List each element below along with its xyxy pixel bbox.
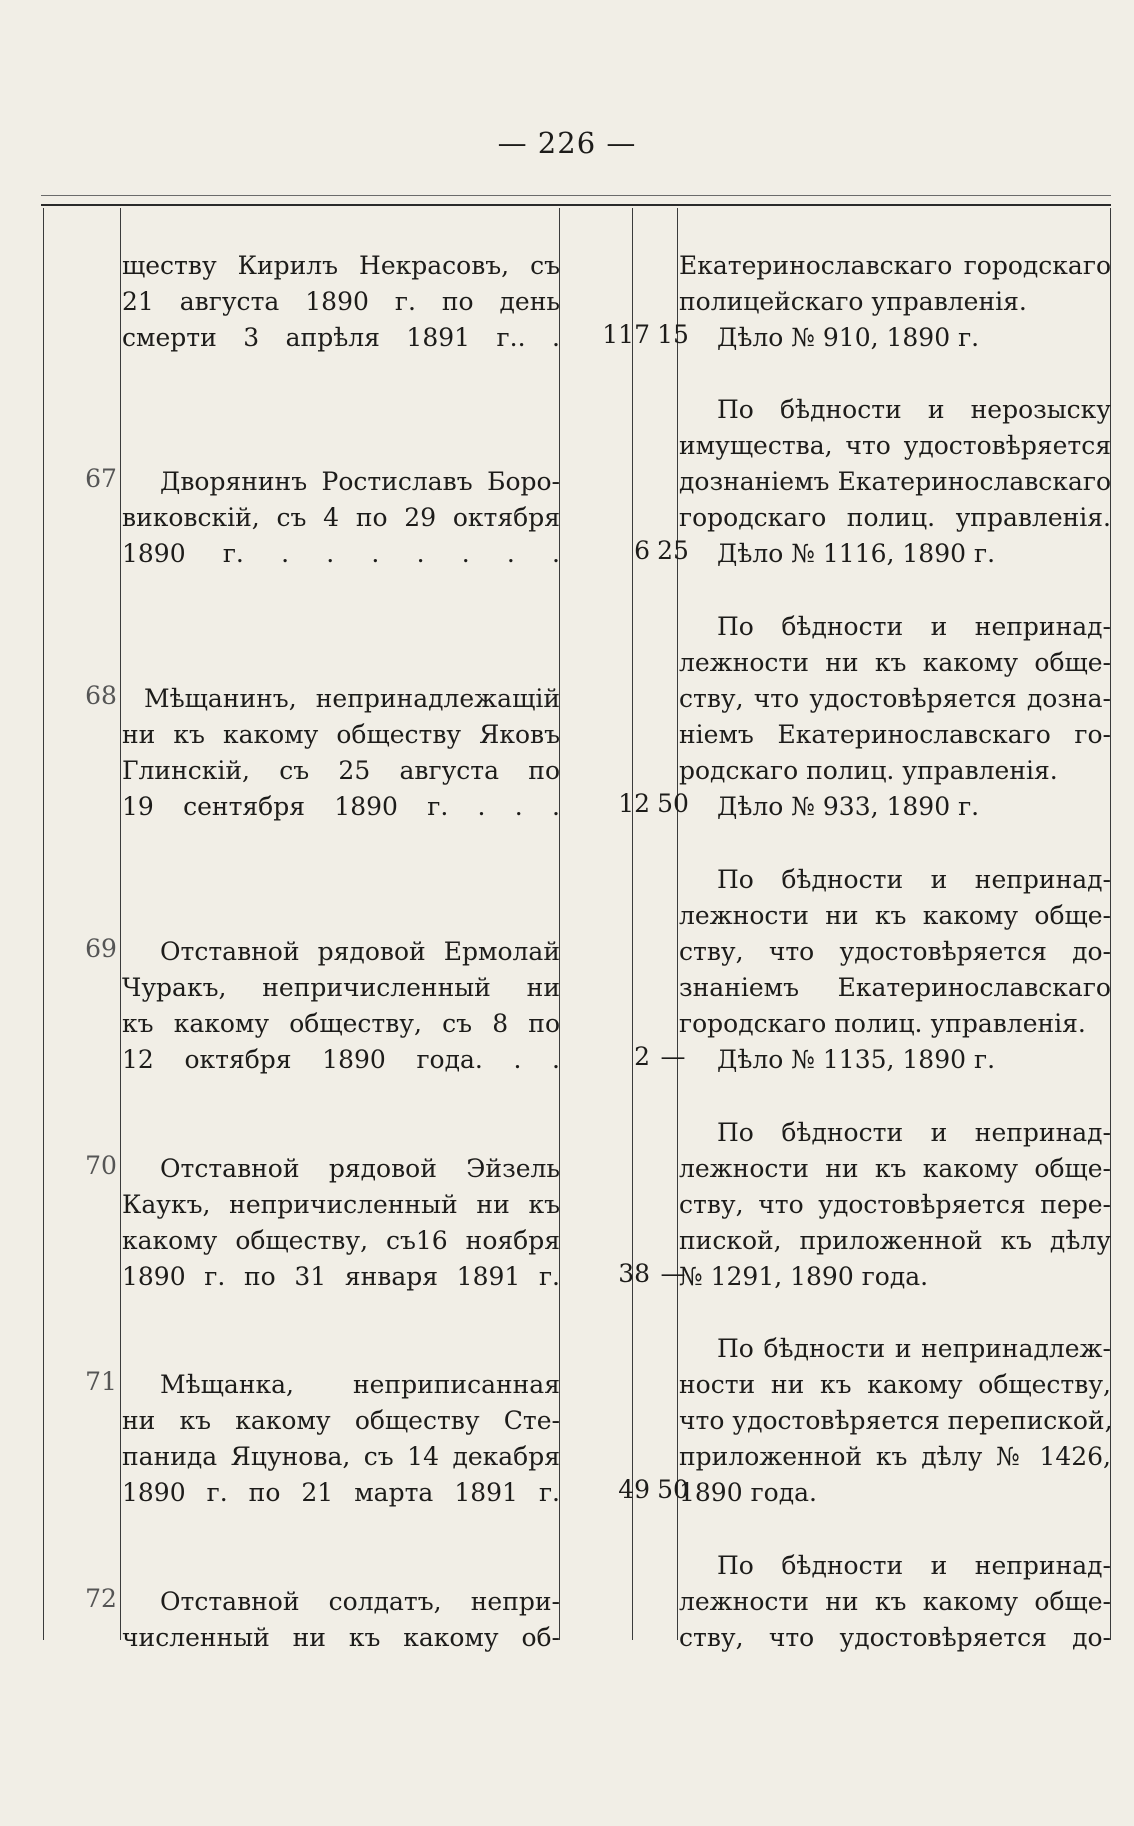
row-reason	[679, 1115, 1111, 1295]
reason-line: ству, что удостовѣряется до-	[679, 937, 1111, 966]
reason-line: Дѣло № 933, 1890 г.	[717, 792, 980, 821]
reason-line: городскаго полиц. управленія.	[679, 1009, 1086, 1038]
header-rule	[41, 195, 1111, 196]
reason-line: 1890 года.	[679, 1478, 817, 1507]
reason-line: имущества, что удостовѣряется	[679, 431, 1111, 460]
amount-rubles: 38	[618, 1259, 650, 1288]
reason-line: лежности ни къ какому обще-	[679, 901, 1111, 930]
row-description	[122, 248, 560, 356]
reason-line: ніемъ Екатеринославскаго го-	[679, 720, 1111, 749]
amount-rubles: 12	[618, 789, 650, 818]
desc-line: Отставной рядовой Эйзель	[160, 1154, 560, 1183]
row-number: 72	[85, 1584, 117, 1613]
reason-line: По бѣдности и непринад-	[717, 612, 1111, 641]
reason-line: По бѣдности и непринад-	[717, 1551, 1111, 1580]
reason-line: лежности ни къ какому обще-	[679, 1587, 1111, 1616]
desc-line: ни къ какому обществу Яковъ	[122, 720, 560, 749]
desc-line: какому обществу, съ16 ноября	[122, 1226, 560, 1255]
desc-line: виковскій, съ 4 по 29 октября	[122, 503, 560, 532]
reason-line: Екатеринославскаго городскаго	[679, 251, 1111, 280]
desc-line: 12 октября 1890 года. . .	[122, 1045, 560, 1074]
desc-line: ни къ какому обществу Сте-	[122, 1406, 560, 1435]
desc-line: Отставной рядовой Ермолай	[160, 937, 560, 966]
desc-line: Чуракъ, непричисленный ни	[122, 973, 560, 1002]
row-description	[122, 681, 560, 825]
row-description	[122, 1151, 560, 1295]
amount-rubles: 117	[602, 320, 650, 349]
desc-line: 1890 г. по 31 января 1891 г.	[122, 1262, 560, 1291]
page-number: — 226 —	[497, 126, 637, 160]
row-number: 71	[85, 1367, 117, 1396]
amount-kopecks: —	[660, 1259, 686, 1288]
reason-line: ству, что удостовѣряется дозна-	[679, 684, 1111, 713]
amount-kopecks: 50	[657, 789, 689, 818]
reason-line: городскаго полиц. управленія.	[679, 503, 1111, 532]
reason-line: Дѣло № 1116, 1890 г.	[717, 539, 996, 568]
reason-line: По бѣдности и непринад-	[717, 1118, 1111, 1147]
desc-line: къ какому обществу, съ 8 по	[122, 1009, 560, 1038]
reason-line: лежности ни къ какому обще-	[679, 1154, 1111, 1183]
reason-line: дознаніемъ Екатеринославскаго	[679, 467, 1111, 496]
desc-line: ществу Кирилъ Некрасовъ, съ	[122, 251, 560, 280]
desc-line: Глинскій, съ 25 августа по	[122, 756, 560, 785]
reason-line: Дѣло № 910, 1890 г.	[717, 323, 980, 352]
desc-line: смерти 3 апрѣля 1891 г.. .	[122, 323, 560, 352]
row-description	[122, 934, 560, 1078]
reason-line: приложенной къ дѣлу № 1426,	[679, 1442, 1111, 1471]
reason-line: что удостовѣряется перепиской,	[679, 1406, 1113, 1435]
reason-line: лежности ни къ какому обще-	[679, 648, 1111, 677]
amount-kopecks: 50	[657, 1475, 689, 1504]
desc-line: численный ни къ какому об-	[122, 1623, 560, 1652]
desc-line: 21 августа 1890 г. по день	[122, 287, 560, 316]
desc-line: панида Яцунова, съ 14 декабря	[122, 1442, 560, 1471]
amount-rubles: 6	[634, 536, 650, 565]
reason-line: ности ни къ какому обществу,	[679, 1370, 1111, 1399]
row-reason	[679, 1331, 1111, 1511]
reason-line: пиской, приложенной къ дѣлу	[679, 1226, 1111, 1255]
reason-line: По бѣдности и нерозыску	[717, 395, 1111, 424]
reason-line: По бѣдности и непринадлеж-	[717, 1334, 1111, 1363]
amount-rubles: 49	[618, 1475, 650, 1504]
desc-line: Дворянинъ Ростиславъ Боро-	[160, 467, 560, 496]
reason-line: По бѣдности и непринад-	[717, 865, 1111, 894]
row-description	[122, 1367, 560, 1511]
reason-line: № 1291, 1890 года.	[679, 1262, 929, 1291]
row-reason	[679, 862, 1111, 1078]
amount-kopecks: 15	[657, 320, 689, 349]
desc-line: Мѣщанка, неприписанная	[160, 1370, 560, 1399]
desc-line: 1890 г. . . . . . . .	[122, 539, 560, 568]
amount-kopecks: 25	[657, 536, 689, 565]
amount-kopecks: —	[660, 1042, 686, 1071]
row-number: 69	[85, 934, 117, 963]
column-rule-number	[120, 208, 121, 1640]
row-number: 70	[85, 1151, 117, 1180]
row-number: 68	[85, 681, 117, 710]
desc-line: Мѣщанинъ, непринадлежащій	[144, 684, 560, 713]
reason-line: знаніемъ Екатеринославскаго	[679, 973, 1111, 1002]
row-description	[122, 1584, 560, 1656]
row-reason	[679, 1548, 1111, 1656]
reason-line: Дѣло № 1135, 1890 г.	[717, 1045, 996, 1074]
row-description	[122, 464, 560, 572]
column-rule-rubles	[632, 208, 633, 1640]
desc-line: Каукъ, непричисленный ни къ	[122, 1190, 560, 1219]
row-reason	[679, 392, 1111, 572]
reason-line: полицейскаго управленія.	[679, 287, 1027, 316]
reason-line: ству, что удостовѣряется до-	[679, 1623, 1111, 1652]
desc-line: 19 сентября 1890 г. . . .	[122, 792, 560, 821]
column-rule-kopecks	[677, 208, 678, 1640]
reason-line: ству, что удостовѣряется пере-	[679, 1190, 1111, 1219]
amount-rubles: 2	[634, 1042, 650, 1071]
row-reason	[679, 609, 1111, 825]
row-number: 67	[85, 464, 117, 493]
reason-line: родскаго полиц. управленія.	[679, 756, 1058, 785]
desc-line: 1890 г. по 21 марта 1891 г.	[122, 1478, 560, 1507]
column-rule-left	[43, 208, 44, 1640]
desc-line: Отставной солдатъ, непри-	[160, 1587, 560, 1616]
row-reason	[679, 248, 1111, 356]
